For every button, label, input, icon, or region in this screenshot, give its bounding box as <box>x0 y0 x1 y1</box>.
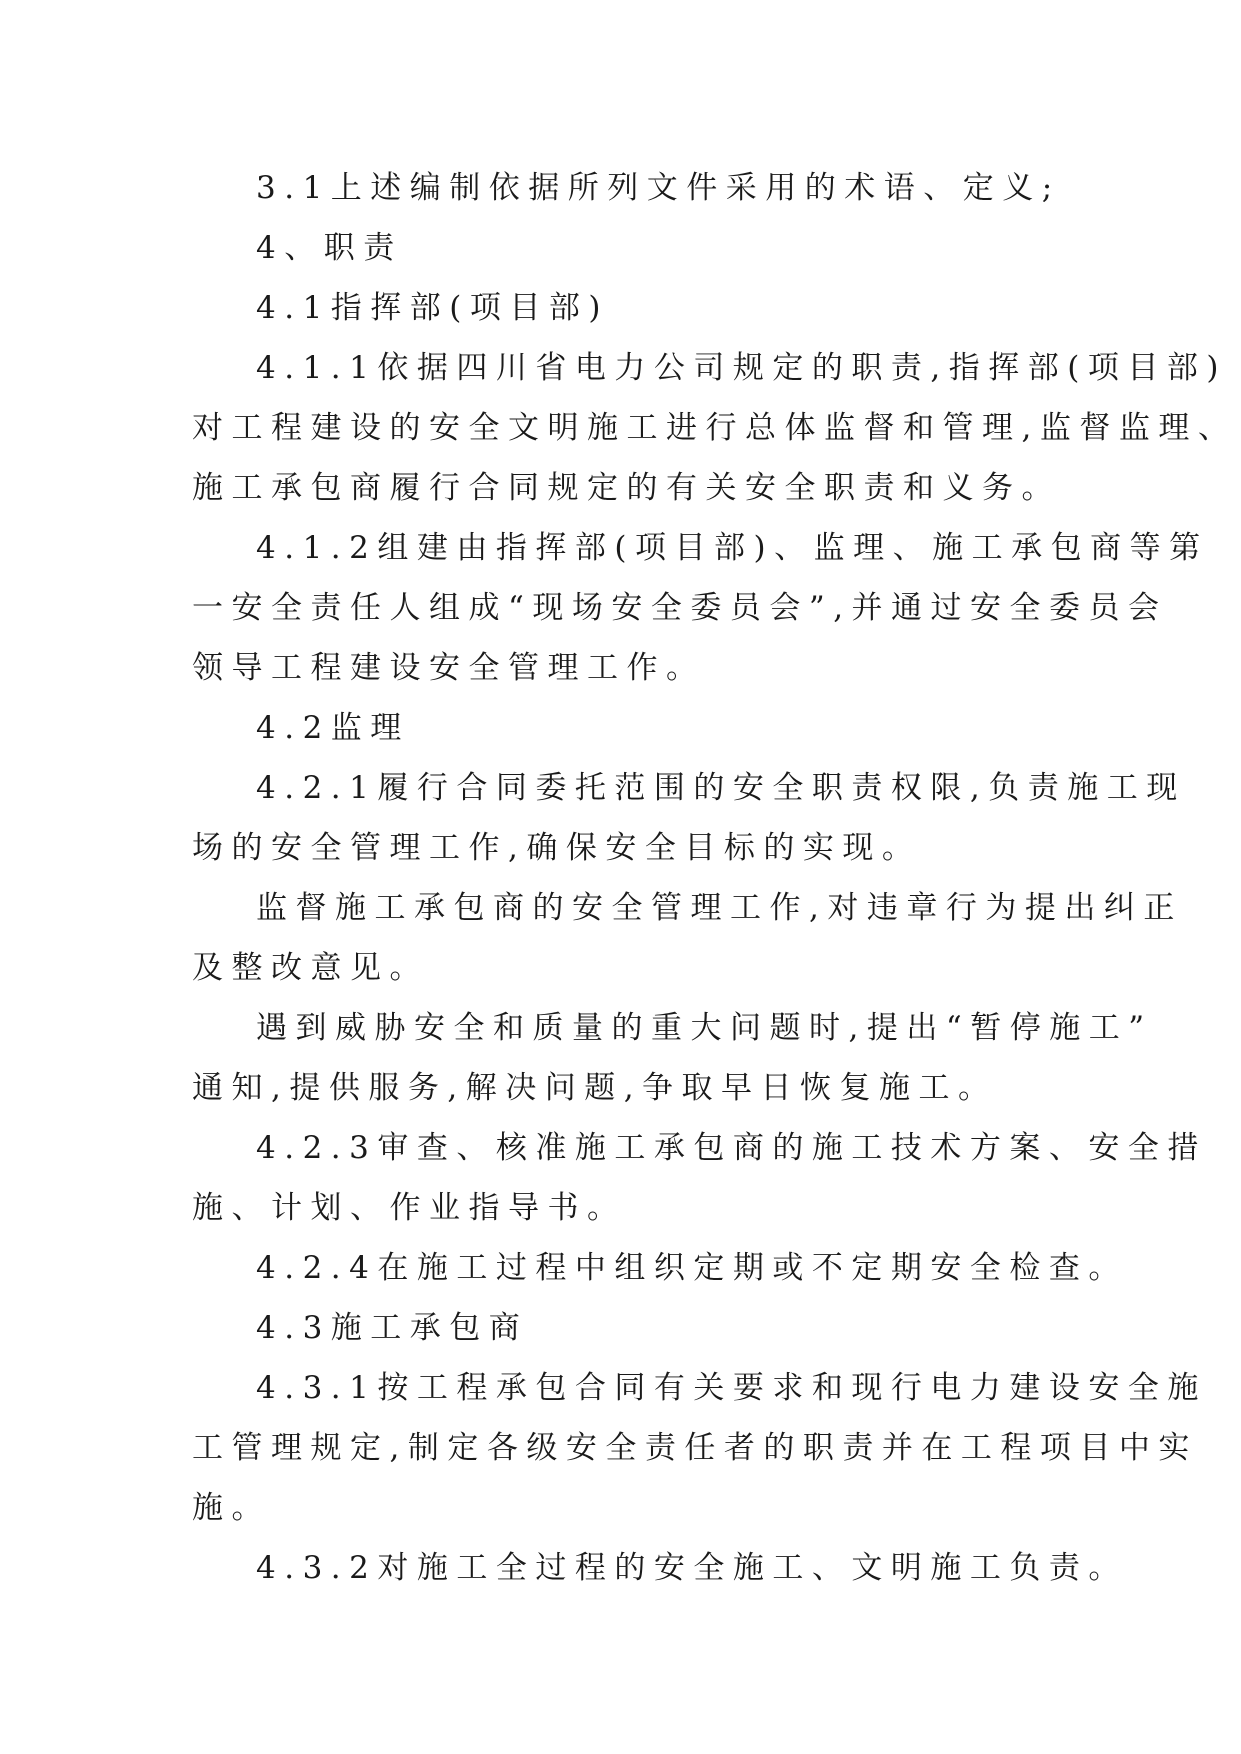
text-line: 3.1上述编制依据所列文件采用的术语、定义; <box>256 170 1061 206</box>
text-line: 通知,提供服务,解决问题,争取早日恢复施工。 <box>192 1070 998 1106</box>
text-line: 遇到威胁安全和质量的重大问题时,提出“暂停施工” <box>256 1010 1153 1046</box>
subsection-heading: 4.2监理 <box>256 710 410 746</box>
text-line: 4.1.1依据四川省电力公司规定的职责,指挥部(项目部) <box>256 350 1227 386</box>
text-line: 4.3.1按工程承包合同有关要求和现行电力建设安全施 <box>256 1370 1207 1406</box>
text-line: 施。 <box>192 1490 271 1526</box>
text-line: 施、计划、作业指导书。 <box>192 1190 627 1226</box>
text-line: 施工承包商履行合同规定的有关安全职责和义务。 <box>192 470 1061 506</box>
text-line: 4.2.4在施工过程中组织定期或不定期安全检查。 <box>256 1250 1128 1286</box>
text-line: 一安全责任人组成“现场安全委员会”,并通过安全委员会 <box>192 590 1168 626</box>
text-line: 4.2.3审查、核准施工承包商的施工技术方案、安全措 <box>256 1130 1207 1166</box>
section-heading: 4、职责 <box>256 230 403 266</box>
subsection-heading: 4.3施工承包商 <box>256 1310 529 1346</box>
text-line: 领导工程建设安全管理工作。 <box>192 650 706 686</box>
text-line: 场的安全管理工作,确保安全目标的实现。 <box>192 830 922 866</box>
subsection-heading: 4.1指挥部(项目部) <box>256 290 609 326</box>
text-line: 监督施工承包商的安全管理工作,对违章行为提出纠正 <box>256 890 1183 926</box>
text-line: 4.3.2对施工全过程的安全施工、文明施工负责。 <box>256 1550 1128 1586</box>
text-line: 及整改意见。 <box>192 950 429 986</box>
text-line: 对工程建设的安全文明施工进行总体监督和管理,监督监理、 <box>192 410 1238 446</box>
text-line: 4.1.2组建由指挥部(项目部)、监理、施工承包商等第 <box>256 530 1209 566</box>
text-line: 4.2.1履行合同委托范围的安全职责权限,负责施工现 <box>256 770 1186 806</box>
text-line: 工管理规定,制定各级安全责任者的职责并在工程项目中实 <box>192 1430 1198 1466</box>
